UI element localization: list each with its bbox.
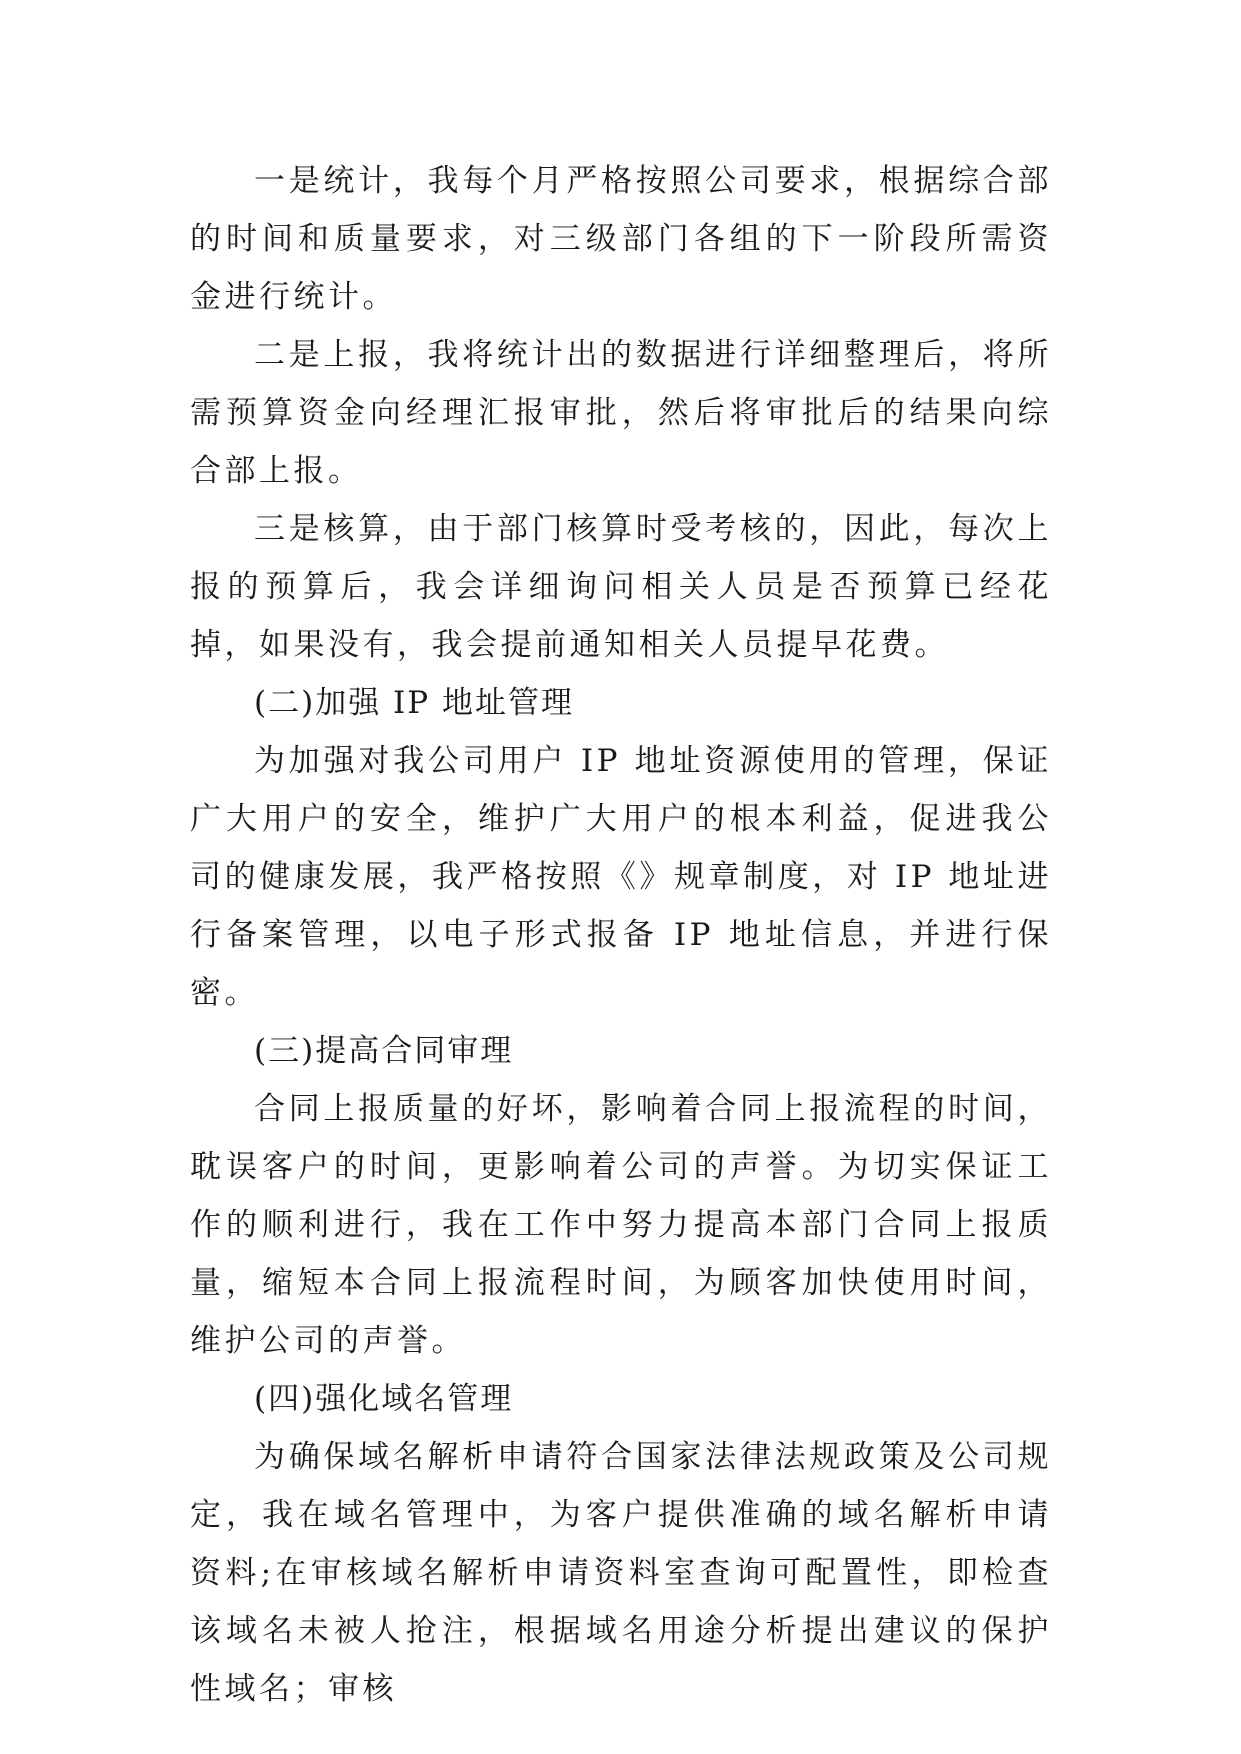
paragraph-ip-management: 为加强对我公司用户 IP 地址资源使用的管理，保证广大用户的安全，维护广大用户的根本利益，促进我公司的健康发展，我严格按照《》规章制度，对 IP 地址进行备案管理，以电子形式报备 IP 地址信息，并进行保密。 — [190, 743, 1052, 1011]
section-heading-ip-management: (二)加强 IP 地址管理 — [254, 685, 574, 721]
paragraph-accounting: 三是核算，由于部门核算时受考核的，因此，每次上报的预算后，我会详细询问相关人员是否预算已经花掉，如果没有，我会提前通知相关人员提早花费。 — [190, 511, 1052, 663]
paragraph-reporting: 二是上报，我将统计出的数据进行详细整理后，将所需预算资金向经理汇报审批，然后将审批后的结果向综合部上报。 — [190, 337, 1052, 489]
section-heading-contract-review: (三)提高合同审理 — [254, 1033, 514, 1069]
document-body — [190, 152, 1052, 1718]
paragraph-domain-management: 为确保域名解析申请符合国家法律法规政策及公司规定，我在域名管理中，为客户提供准确的域名解析申请资料;在审核域名解析申请资料室查询可配置性，即检查该域名未被人抢注，根据域名用途分析提出建议的保护性域名；审核 — [190, 1439, 1052, 1707]
paragraph-statistics: 一是统计，我每个月严格按照公司要求，根据综合部的时间和质量要求，对三级部门各组的下一阶段所需资金进行统计。 — [190, 163, 1052, 315]
section-heading-domain-management: (四)强化域名管理 — [254, 1381, 514, 1417]
paragraph-contract-review: 合同上报质量的好坏，影响着合同上报流程的时间，耽误客户的时间，更影响着公司的声誉。为切实保证工作的顺利进行，我在工作中努力提高本部门合同上报质量，缩短本合同上报流程时间，为顾客加快使用时间，维护公司的声誉。 — [190, 1091, 1052, 1359]
